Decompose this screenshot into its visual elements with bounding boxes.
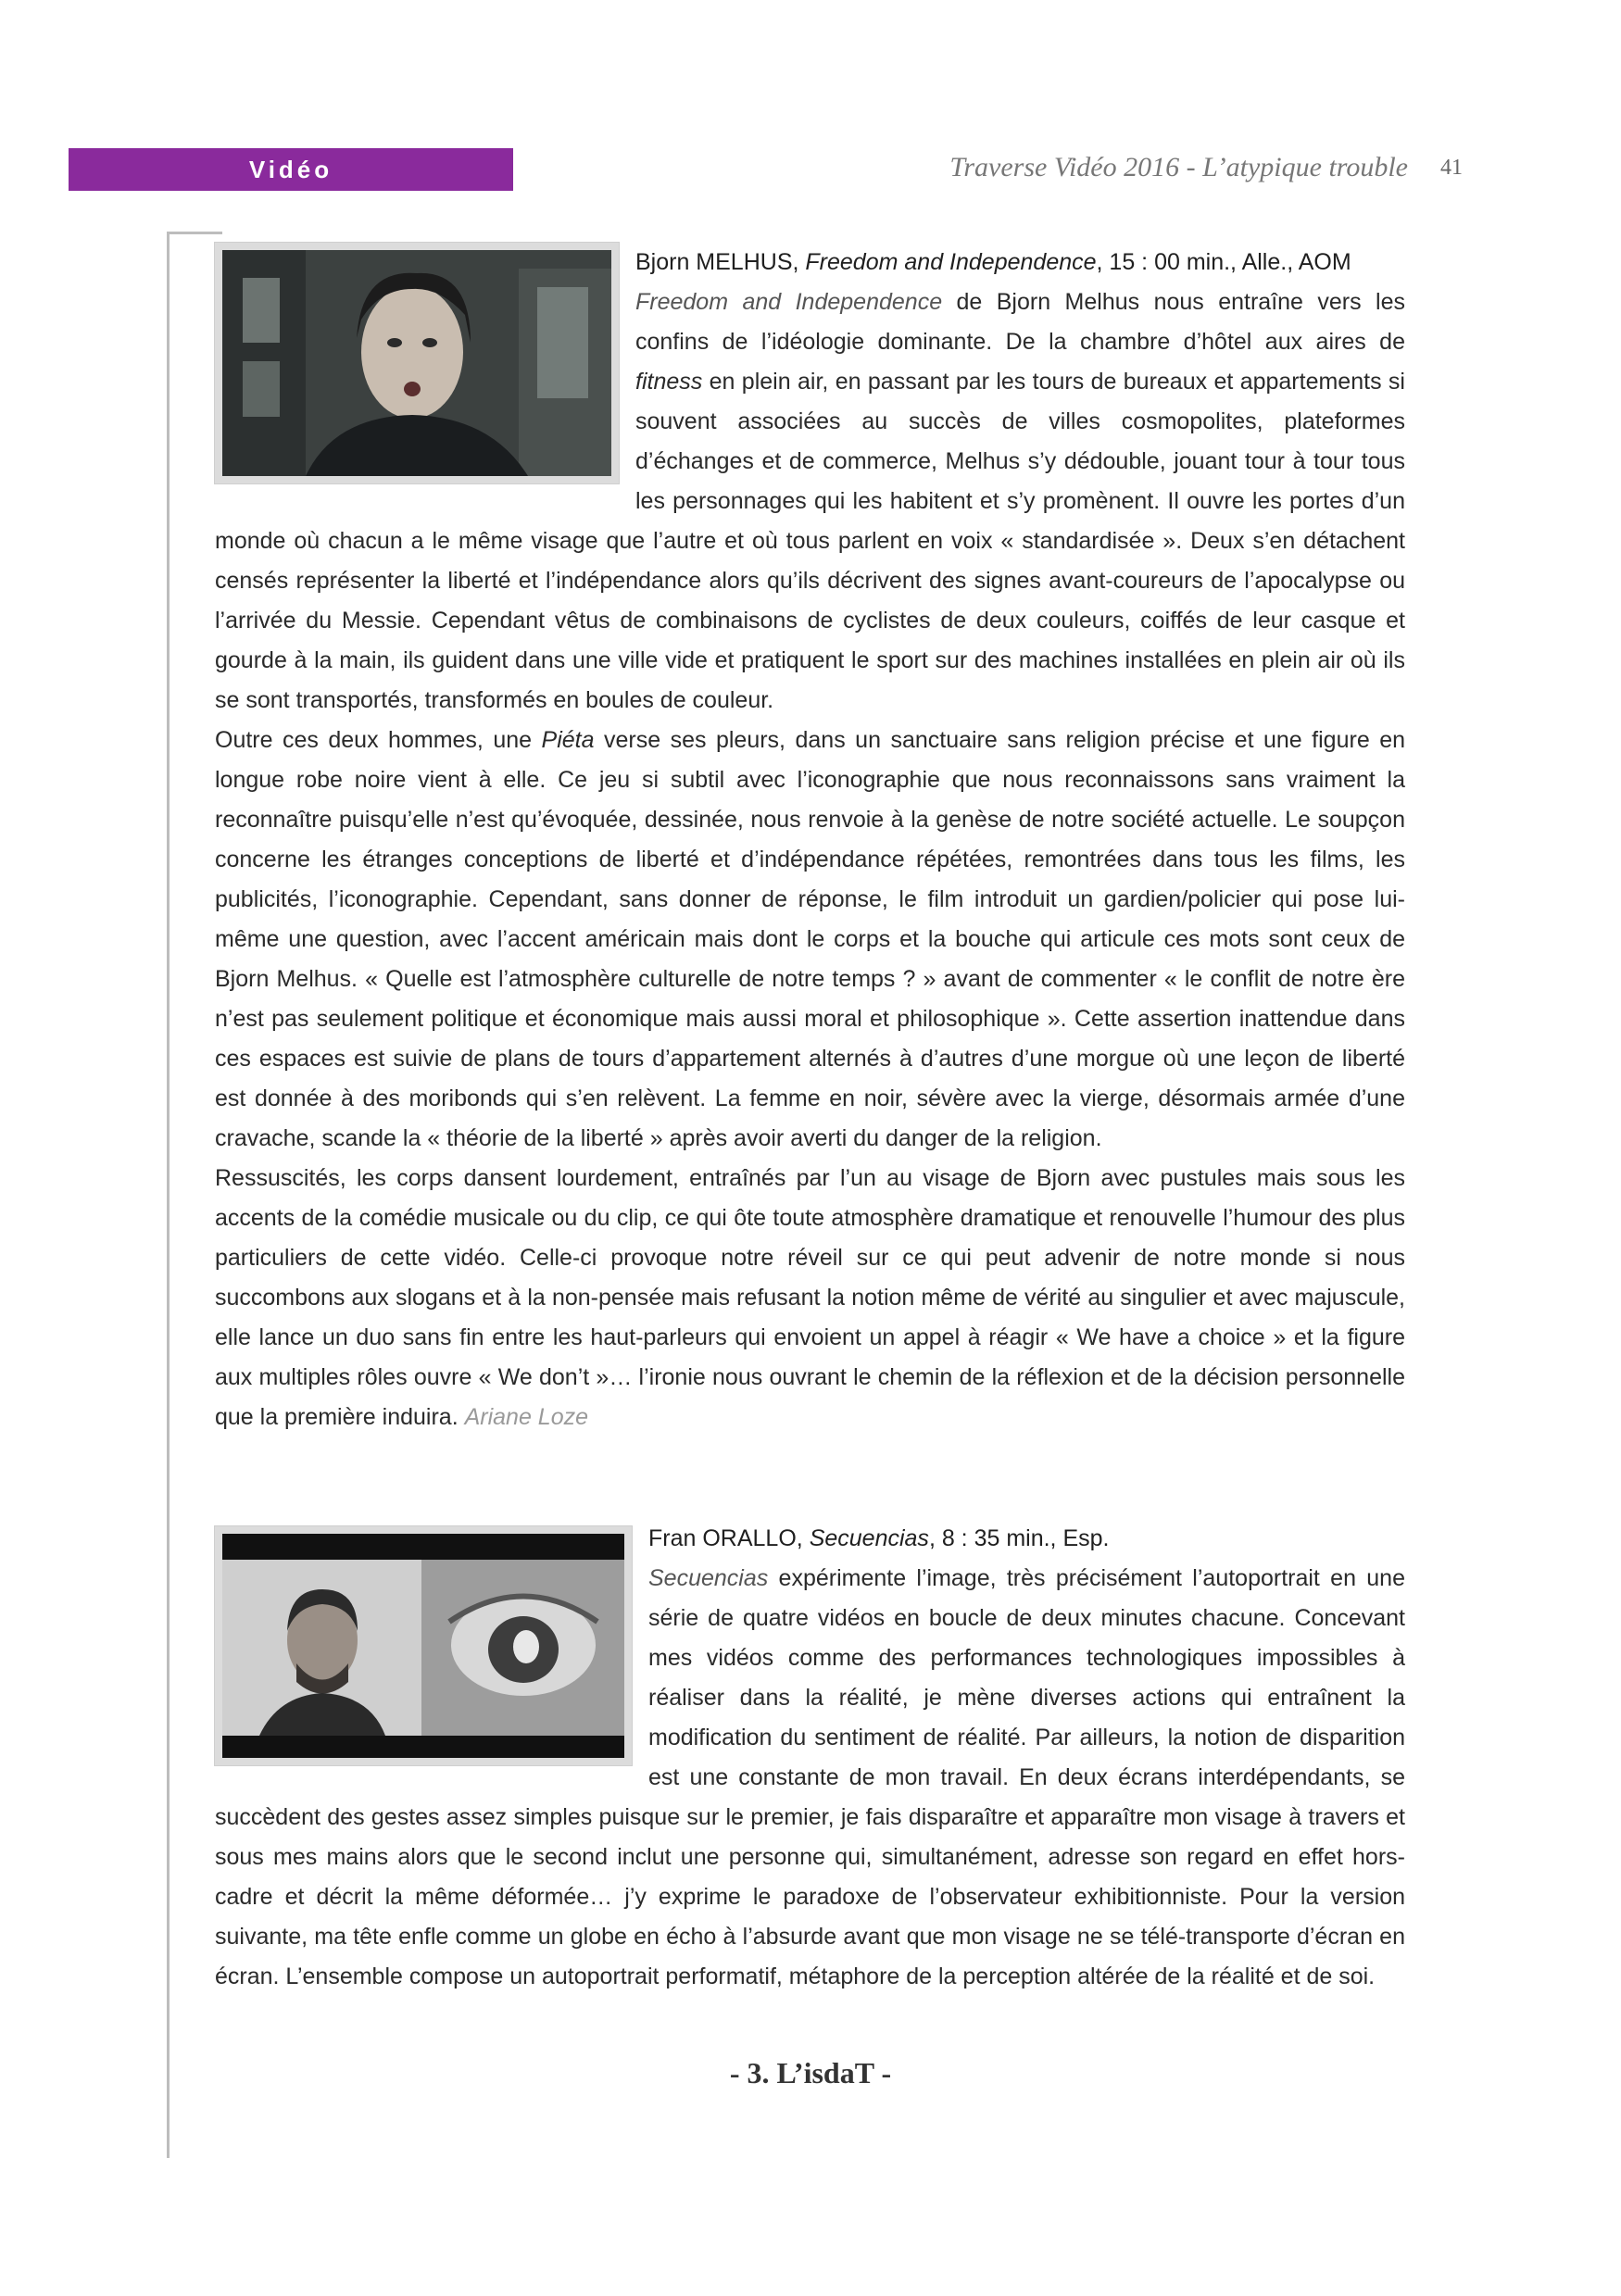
page-footer: - 3. L’isdaT -	[729, 2056, 892, 2089]
page-number: 41	[1440, 156, 1463, 180]
article2-paragraph: Secuencias expérimente l’image, très précisément l’autoportrait en une série de quatre vidéos en boucle de deux minutes chacune. Concevant mes vidéos comme des performances technologiques impossibles à réaliser dans la réalité, je mène diverses actions qui entraînent la modification du sentiment de réalité. Par ailleurs, la notion de disparition est une constante de mon travail. En deux écrans interdépendants, se succèdent des gestes assez simples puisque sur le premier, je fais disparaître et apparaître mon visage à travers et sous mes mains alors que le second inclut une personne qui, simultanément, adresse son regard en effet hors-cadre et décrit la même déformée… j’y exprime le paradoxe de l’observateur exhibitionniste. Pour la version suivante, ma tête enfle comme un globe en écho à l’absurde avant que mon visage ne se télé-transporte d’écran en écran. L’ensemble compose un autoportrait performatif, métaphore de la perception altérée de la réalité et de soi.	[215, 1565, 1405, 1989]
article2-heading: Fran ORALLO, Secuencias, 8 : 35 min., Esp.	[648, 1525, 1110, 1551]
article1-paragraph-3: Ressuscités, les corps dansent lourdement, entraînés par l’un au visage de Bjorn avec pustules mais sous les accents de la comédie musicale ou du clip, ce qui ôte toute atmosphère dramatique et renouvelle l’humour des plus particuliers de cette vidéo. Celle-ci provoque notre réveil sur ce qui peut advenir de notre monde si nous succombons aux slogans et à la non-pensée mais refusant la notion même de vérité au singulier et avec majuscule, elle lance un duo sans fin entre les haut-parleurs qui envoient un appel à réagir « We have a choice » et la figure aux multiples rôles ouvre « We don’t »… l’ironie nous ouvrant le chemin de la réflexion et de la décision personnelle que la première induira. Ariane Loze	[215, 1165, 1405, 1430]
section-label: Vidéo	[69, 148, 513, 191]
running-title: Traverse Vidéo 2016 - L’atypique trouble	[949, 152, 1408, 182]
video-still-secuencias	[215, 1526, 632, 1765]
frame-rule-left	[167, 232, 170, 2158]
frame-rule-top	[167, 232, 222, 234]
article-orallo	[215, 1519, 1405, 1997]
article1-author: Ariane Loze	[464, 1404, 589, 1430]
article1-heading: Bjorn MELHUS, Freedom and Independence, 15 : 00 min., Alle., AOM	[635, 249, 1351, 275]
dual-screen-still-image	[222, 1534, 624, 1758]
article1-paragraph-2: Outre ces deux hommes, une Piéta verse ses pleurs, dans un sanctuaire sans religion précise et une figure en longue robe noire vient à elle. Ce jeu si subtil avec l’iconographie que nous reconnaissons sans vraiment la reconnaître puisqu’elle n’est qu’évoquée, dessinée, nous renvoie à la genèse de notre société actuelle. Le soupçon concerne les étranges conceptions de liberté et d’indépendance répétées, remontrées dans tous les films, les publicités, l’iconographie. Cependant, sans donner de réponse, le film introduit un gardien/policier qui pose lui-même une question, avec l’accent américain mais dont le corps et la bouche qui articule ces mots sont ceux de Bjorn Melhus. « Quelle est l’atmosphère culturelle de notre temps ? » avant de commenter « le conflit de notre ère n’est pas seulement politique et économique mais aussi moral et philosophique ». Cette assertion inattendue dans ces espaces est suivie de plans de tours d’appartement alternés à d’autres d’une morgue où une leçon de liberté est donnée à des moribonds qui s’en relèvent. La femme en noir, sévère avec la vierge, désormais armée d’une cravache, scande la « théorie de la liberté » après avoir averti du danger de la religion.	[215, 727, 1406, 1151]
article-melhus	[215, 243, 1405, 1437]
article1-paragraph-1: Freedom and Independence de Bjorn Melhus nous entraîne vers les confins de l’idéologie dominante. De la chambre d’hôtel aux aires de fitness en plein air, en passant par les tours de bureaux et appartements si souvent associées au succès de villes cosmopolites, plateformes d’échanges et de commerce, Melhus s’y dédouble, jouant tour à tour tous les personnages qui les habitent et s’y promènent. Il ouvre les portes d’un monde où chacun a le même visage que l’autre et où tous parlent en voix « standardisée ». Deux s’en détachent censés représenter la liberté et l’indépendance alors qu’ils décrivent des signes avant-coureurs de l’apocalypse ou l’arrivée du Messie. Cependant vêtus de combinaisons de cyclistes de deux couleurs, coiffés de leur casque et gourde à la main, ils guident dans une ville vide et pratiquent le sport sur des machines installées en plein air où ils se sont transportés, transformés en boules de couleur.	[215, 289, 1405, 713]
portrait-still-image	[222, 250, 611, 476]
video-still-freedom	[215, 243, 619, 483]
